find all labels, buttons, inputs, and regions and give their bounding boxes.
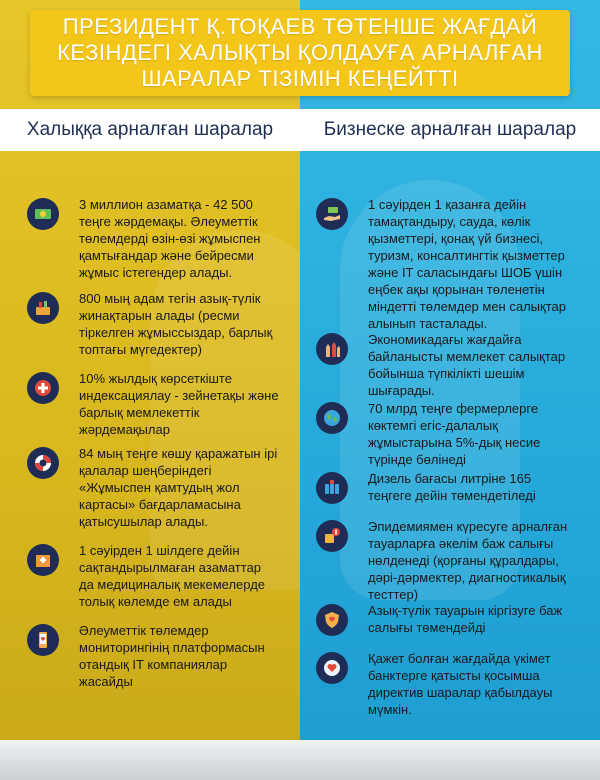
money-icon	[27, 198, 59, 230]
raised-hands-icon	[316, 333, 348, 365]
medical-supplies-icon	[316, 520, 348, 552]
right-item-4-text: Дизель бағасы литріне 165 теңгеге дейін төмендетіледі	[368, 471, 536, 503]
title-line-1: ПРЕЗИДЕНТ Қ.ТОҚАЕВ ТӨТЕНШЕ ЖАҒДАЙ	[62, 14, 538, 39]
left-item-2	[27, 290, 279, 358]
left-item-4-text: 84 мың теңге көшу қаражатын ірі қалалар шеңберіндегі «Жұмыспен қамтудың жол картасы» бағдарламасына қатысушылар алады.	[79, 446, 278, 529]
right-item-2	[316, 331, 568, 399]
right-item-5-text: Эпидемиямен күресуге арналған тауарларға әкелім баж салығы нөлденеді (қорғаны құралдары, дәрі-дәрмектер, диагностикалық тесттер)	[368, 519, 568, 602]
title-banner	[30, 10, 570, 96]
left-item-6-text: Әлеуметтік төлемдер мониторингінің платформасын отандық IT компаниялар жасайды	[79, 623, 265, 689]
hand-money-icon	[316, 198, 348, 230]
first-aid-icon	[27, 372, 59, 404]
left-item-1-text: 3 миллион азаматқа - 42 500 теңге жәрдемақы. Әлеуметтік төлемдерді өзін-өзі жұмыспен қамтығандар және бейресми жұмыс істегендер алады.	[79, 197, 261, 280]
left-item-3	[27, 370, 279, 438]
bank-support-icon	[316, 652, 348, 684]
right-item-1-text: 1 сәуірден 1 қазанға дейін тамақтандыру, сауда, көлік қызметтері, қонақ үй бизнесі, туризм, консалтингтік қызметтер және IT саласындағы ШОБ үшін еңбек ақы қорынан төленетін міндетті төлемдер мен салықтар алынып тасталады.	[368, 197, 566, 331]
right-item-1	[316, 196, 568, 332]
bottom-band	[0, 740, 600, 780]
right-item-2-text: Экономикадағы жағдайға байланысты мемлекет салықтар бойынша түпкілікті шешім шығарады.	[368, 332, 566, 398]
right-item-3-text: 70 млрд теңге фермерлерге көктемгі егіс-далалық жұмыстарына 5%-дық несие түрінде бөлінеді	[368, 401, 541, 467]
left-column-header: Халыққа арналған шаралар	[0, 109, 300, 151]
left-item-6	[27, 622, 279, 690]
lifebuoy-icon	[27, 447, 59, 479]
right-item-3	[316, 400, 568, 468]
left-item-5-text: 1 сәуірден 1 шілдеге дейін сақтандырылмаған азаматтар да медициналық мекемелерде толық көлемде ем алады	[79, 543, 266, 609]
left-item-2-text: 800 мың адам тегін азық-түлік жинақтарын алады (ресми тіркелген жұмыссыздар, барлық топтағы мүгедектер)	[79, 291, 273, 357]
right-item-7	[316, 650, 568, 718]
hospital-icon	[27, 544, 59, 576]
right-column-header: Бизнеске арналған шаралар	[300, 109, 600, 151]
title-line-2: КЕЗІНДЕГІ ХАЛЫҚТЫ ҚОЛДАУҒА АРНАЛҒАН	[57, 40, 543, 65]
smartphone-icon	[27, 624, 59, 656]
right-item-6-text: Азық-түлік тауарын кіргізуге баж салығы төмендейді	[368, 603, 563, 635]
right-item-5	[316, 518, 568, 603]
grocery-basket-icon	[27, 292, 59, 324]
left-item-1	[27, 196, 279, 281]
left-item-5	[27, 542, 279, 610]
shield-icon	[316, 604, 348, 636]
left-item-3-text: 10% жылдық көрсеткіште индексациялау - зейнетақы және барлық мемлекеттік жәрдемақылар	[79, 371, 279, 437]
right-item-6	[316, 602, 568, 636]
globe-icon	[316, 402, 348, 434]
fuel-barrels-icon	[316, 472, 348, 504]
right-item-7-text: Қажет болған жағдайда үкімет банктерге қатысты қосымша директив шаралар қабылдауы мүмкін.	[368, 651, 553, 717]
right-item-4	[316, 470, 568, 504]
left-item-4	[27, 445, 279, 530]
title-line-3: ШАРАЛАР ТІЗІМІН КЕҢЕЙТТІ	[141, 66, 459, 91]
